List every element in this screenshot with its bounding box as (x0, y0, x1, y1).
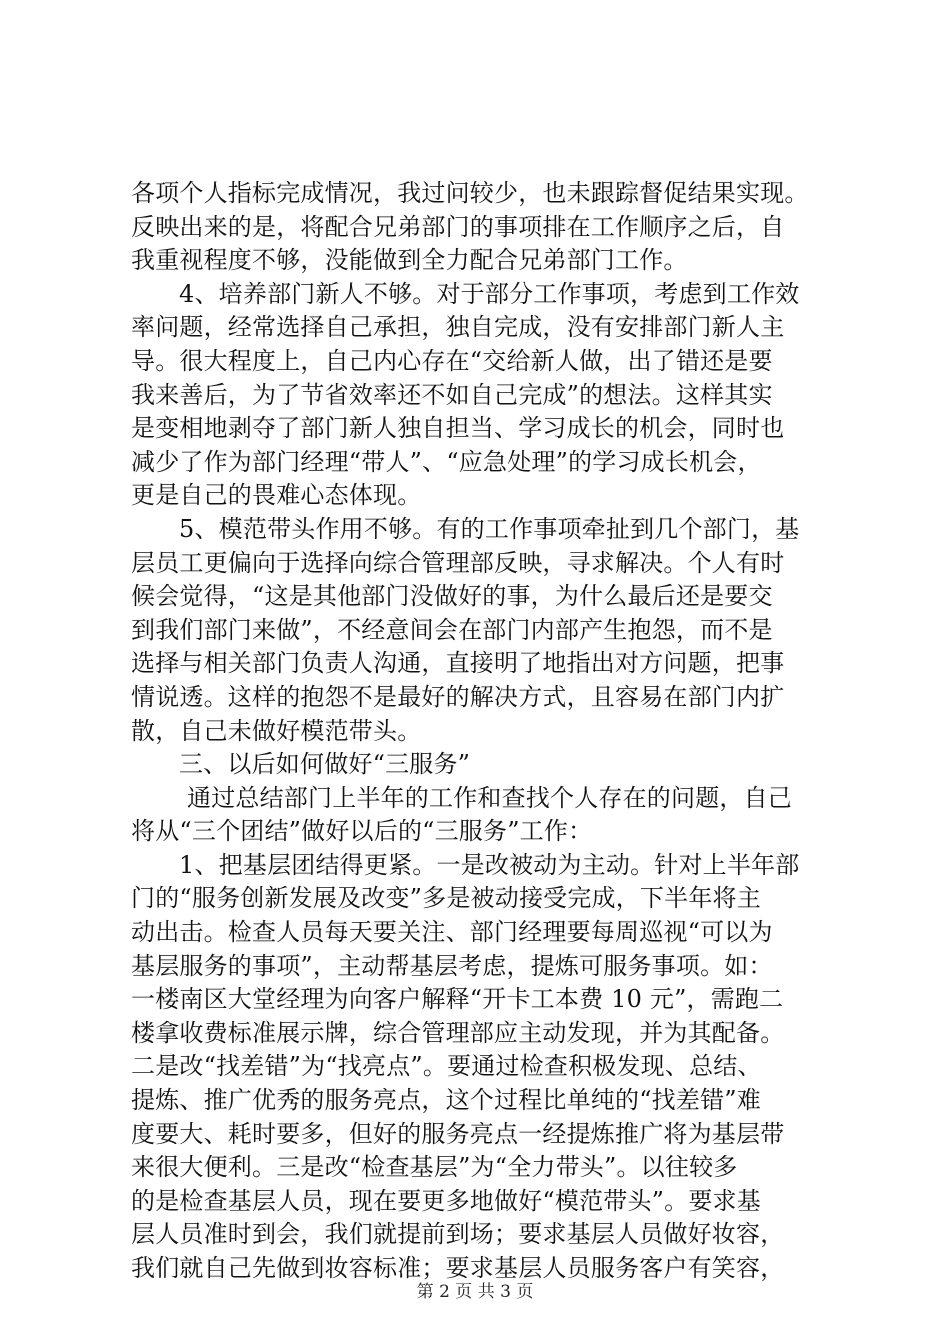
text-line: 我重视程度不够，没能做到全力配合兄弟部门工作。 (131, 246, 688, 275)
text-line: 动出击。检查人员每天要关注、部门经理要每周巡视“可以为 (131, 918, 773, 947)
text-line: 导。很大程度上，自己内心存在“交给新人做，出了错还是要 (131, 346, 773, 375)
text-line: 各项个人指标完成情况，我过问较少，也未跟踪督促结果实现。 (131, 179, 809, 207)
text-line: 门的“服务创新发展及改变”多是被动接受完成，下半年将主 (131, 884, 761, 913)
text-line: 通过总结部门上半年的工作和查找个人存在的问题，自己 (187, 783, 792, 812)
text-line: 二是改“找差错”为“找亮点”。要通过检查积极发现、总结、 (131, 1052, 762, 1081)
text-line: 4、培养部门新人不够。对于部分工作事项，考虑到工作效 (179, 279, 800, 308)
text-line: 候会觉得，“这是其他部门没做好的事，为什么最后还是要交 (131, 582, 773, 611)
text-line: 楼拿收费标准展示牌，综合管理部应主动发现，并为其配备。 (131, 1018, 785, 1047)
text-line: 来很大便利。三是改“检查基层”为“全力带头”。以往较多 (131, 1153, 738, 1182)
text-line: 度要大、耗时要多，但好的服务亮点一经提炼推广将为基层带 (131, 1119, 785, 1148)
text-line: 我来善后，为了节省效率还不如自己完成”的想法。这样其实 (131, 380, 773, 409)
text-line: 更是自己的畏难心态体现。 (131, 481, 422, 510)
text-line: 的是检查基层人员，现在要更多地做好“模范带头”。要求基 (131, 1186, 761, 1215)
text-line: 层员工更偏向于选择向综合管理部反映，寻求解决。个人有时 (131, 548, 785, 577)
text-line: 基层服务的事项”，主动帮基层考虑，提炼可服务事项。如： (131, 951, 773, 980)
text-line: 散，自己未做好模范带头。 (131, 716, 422, 745)
page-footer: 第 2 页 共 3 页 (416, 1282, 534, 1302)
text-line: 层人员准时到会，我们就提前到场；要求基层人员做好妆容， (131, 1220, 785, 1249)
text-line: 1、把基层团结得更紧。一是改被动为主动。针对上半年部 (179, 850, 800, 879)
text-line: 一楼南区大堂经理为向客户解释“开卡工本费 10 元”，需跑二 (131, 985, 784, 1014)
text-line: 反映出来的是，将配合兄弟部门的事项排在工作顺序之后，自 (131, 212, 785, 241)
text-line: 是变相地剥夺了部门新人独自担当、学习成长的机会，同时也 (131, 414, 785, 443)
document-body (131, 177, 831, 1286)
text-line: 将从“三个团结”做好以后的“三服务”工作： (131, 817, 593, 846)
text-line: 情说透。这样的抱怨不是最好的解决方式，且容易在部门内扩 (131, 682, 785, 711)
text-line: 5、模范带头作用不够。有的工作事项牵扯到几个部门，基 (179, 514, 800, 543)
text-line: 率问题，经常选择自己承担，独自完成，没有安排部门新人主 (131, 313, 785, 342)
text-line: 减少了作为部门经理“带人”、“应急处理”的学习成长机会， (131, 447, 762, 476)
text-line: 三、以后如何做好“三服务” (179, 750, 471, 779)
text-line: 选择与相关部门负责人沟通，直接明了地指出对方问题，把事 (131, 649, 785, 678)
text-line: 提炼、推广优秀的服务亮点，这个过程比单纯的“找差错”难 (131, 1086, 761, 1115)
text-line: 我们就自己先做到妆容标准；要求基层人员服务客户有笑容， (131, 1254, 785, 1282)
text-line: 到我们部门来做”，不经意间会在部门内部产生抱怨，而不是 (131, 615, 773, 644)
